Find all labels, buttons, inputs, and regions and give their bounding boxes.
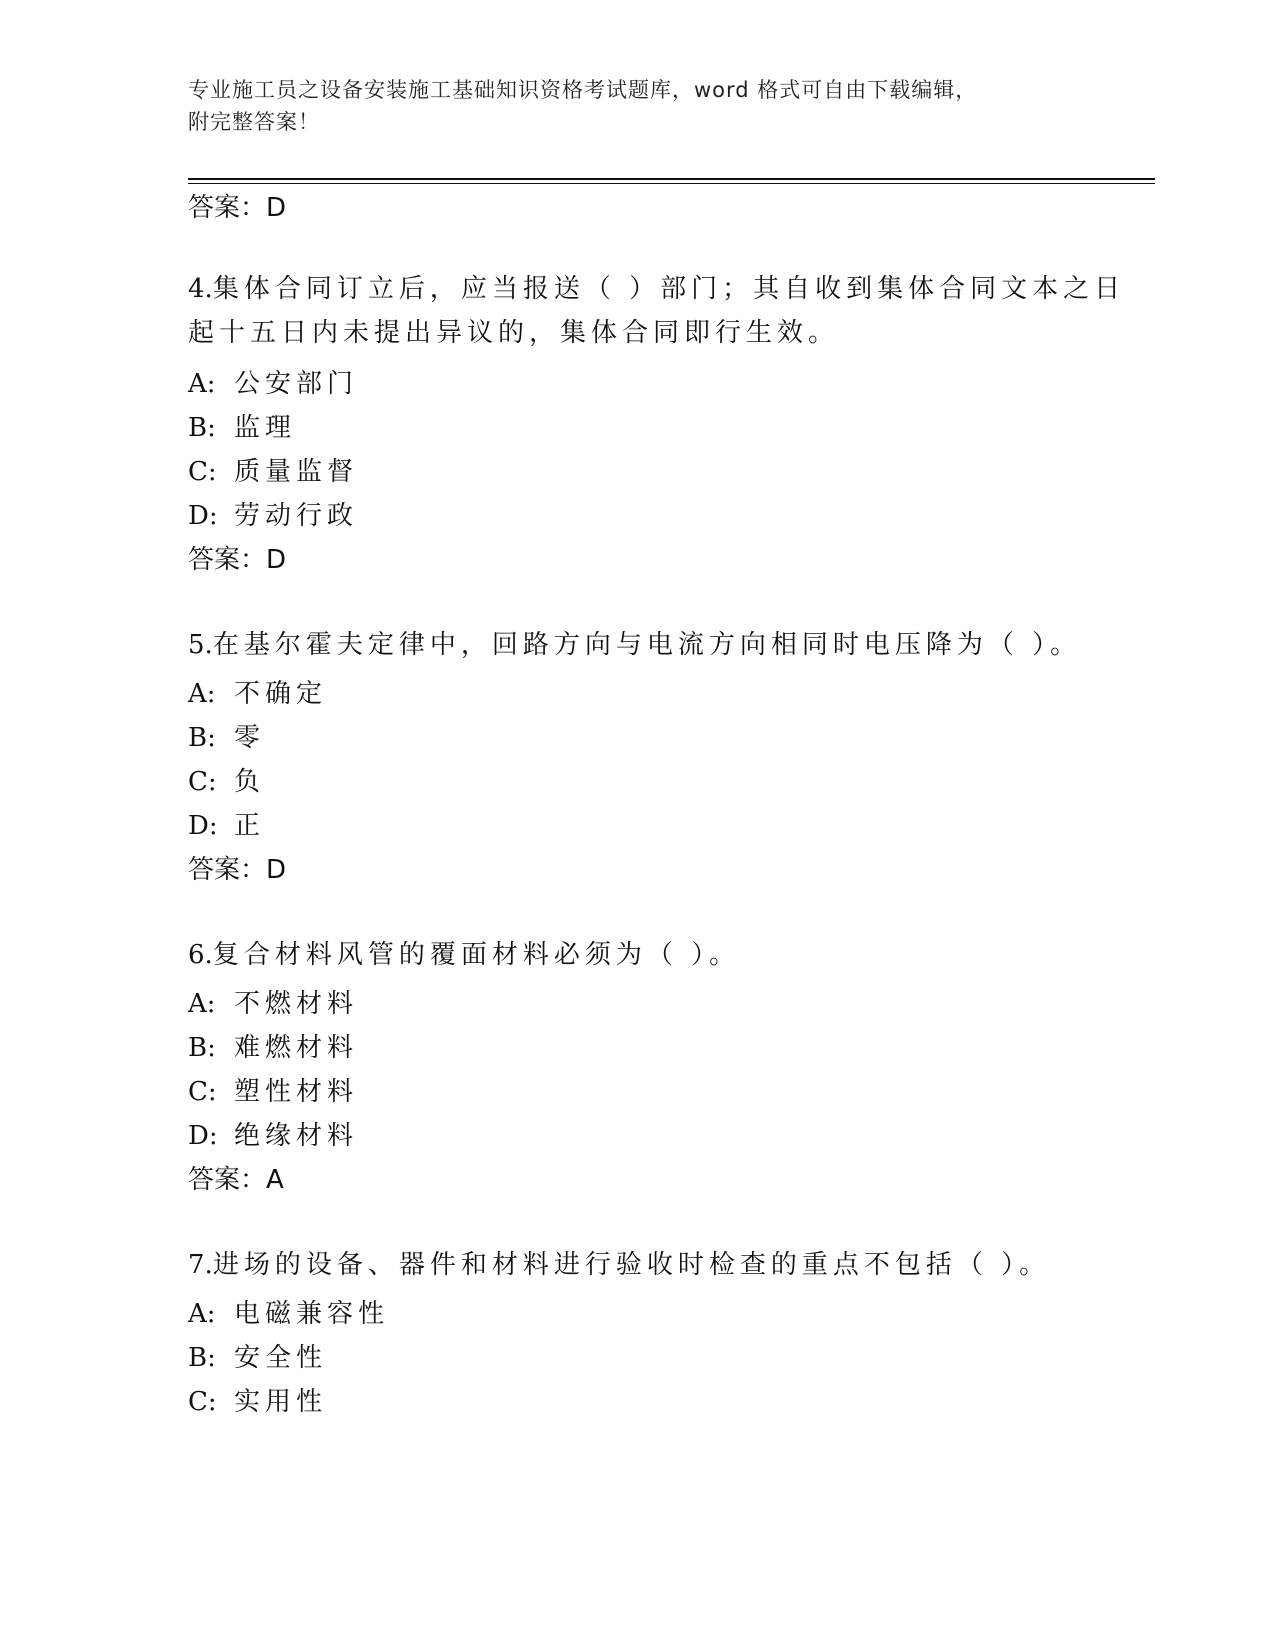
question-5-stem-1: 在基尔霍夫定律中，回路方向与电流方向相同时电压降为（ ）。 (212, 630, 1082, 660)
option-text: 不确定 (234, 679, 328, 709)
question-6-option-b (188, 1031, 358, 1065)
question-4-number: 4. (188, 274, 213, 304)
option-letter: C: (188, 767, 217, 797)
option-text: 公安部门 (234, 369, 359, 399)
question-5-option-d (188, 809, 265, 843)
question-6-stem-1: 复合材料风管的覆面材料必须为（ ）。 (212, 940, 741, 970)
question-7-option-b (188, 1341, 327, 1375)
option-letter: D: (188, 811, 218, 841)
option-letter: A: (188, 1299, 216, 1329)
option-letter: B: (188, 723, 216, 753)
option-letter: C: (188, 457, 217, 487)
header-rule-thin (188, 183, 1155, 184)
option-text: 难燃材料 (234, 1033, 359, 1063)
header-rule-thick (188, 178, 1155, 180)
option-letter: D: (188, 501, 218, 531)
option-text: 质量监督 (234, 457, 359, 487)
question-5-option-c (188, 765, 265, 799)
option-text: 正 (234, 811, 266, 841)
option-letter: A: (188, 989, 216, 1019)
question-6-option-d (188, 1119, 358, 1153)
question-7-option-c (188, 1385, 327, 1419)
question-7-text-line-1 (188, 1242, 1050, 1288)
question-6-option-c (188, 1075, 358, 1109)
question-6-option-a (188, 987, 358, 1021)
question-4-option-c (188, 455, 358, 489)
question-4-option-a (188, 367, 358, 401)
question-6-answer: 答案：A (188, 1165, 284, 1195)
option-text: 绝缘材料 (234, 1121, 359, 1151)
option-text: 劳动行政 (234, 501, 359, 531)
option-letter: D: (188, 1121, 218, 1151)
question-4-text-line-1 (188, 266, 1125, 312)
option-letter: B: (188, 1343, 216, 1373)
option-letter: B: (188, 413, 216, 443)
question-4-answer: 答案：D (188, 545, 287, 575)
option-text: 电磁兼容性 (234, 1299, 390, 1329)
question-5-option-a (188, 677, 327, 711)
question-7-option-a (188, 1297, 389, 1331)
header-line-2: 附完整答案！ (188, 110, 320, 134)
option-text: 安全性 (234, 1343, 328, 1373)
question-5-answer: 答案：D (188, 855, 287, 885)
question-4-option-d (188, 499, 358, 533)
option-text: 实用性 (234, 1387, 328, 1417)
option-text: 监理 (234, 413, 297, 443)
question-4-stem-1: 集体合同订立后，应当报送（ ）部门；其自收到集体合同文本之日 (212, 274, 1126, 304)
option-letter: B: (188, 1033, 216, 1063)
option-text: 负 (234, 767, 266, 797)
question-4-text-line-2: 起十五日内未提出异议的，集体合同即行生效。 (188, 318, 840, 348)
option-text: 零 (234, 723, 266, 753)
header-line-1: 专业施工员之设备安装施工基础知识资格考试题库，word 格式可自由下载编辑， (188, 78, 978, 102)
question-5-option-b (188, 721, 265, 755)
question-6-number: 6. (188, 940, 213, 970)
question-7-number: 7. (188, 1250, 213, 1280)
question-5-number: 5. (188, 630, 213, 660)
option-letter: A: (188, 679, 216, 709)
option-text: 不燃材料 (234, 989, 359, 1019)
option-letter: C: (188, 1077, 217, 1107)
previous-question-answer: 答案：D (188, 193, 287, 223)
question-7-stem-1: 进场的设备、器件和材料进行验收时检查的重点不包括（ ）。 (212, 1250, 1051, 1280)
question-6-text-line-1 (188, 932, 740, 978)
option-letter: C: (188, 1387, 217, 1417)
option-text: 塑性材料 (234, 1077, 359, 1107)
document-header (188, 74, 1088, 138)
option-letter: A: (188, 369, 216, 399)
question-4-option-b (188, 411, 296, 445)
question-5-text-line-1 (188, 622, 1081, 668)
